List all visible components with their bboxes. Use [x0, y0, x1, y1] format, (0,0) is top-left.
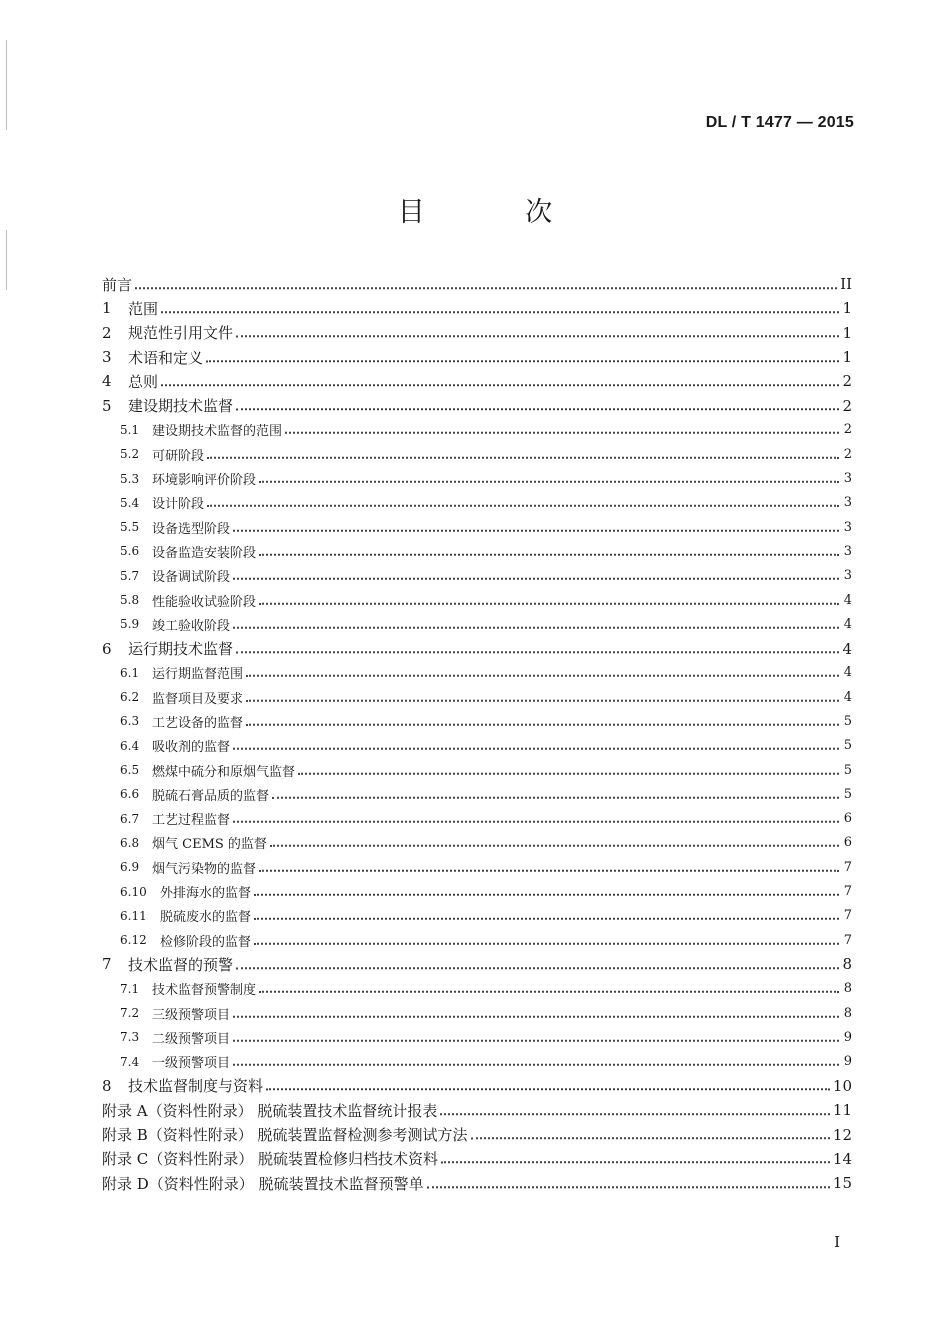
- toc-entry-page: 9: [843, 1029, 852, 1045]
- toc-entry[interactable]: [102, 321, 852, 345]
- toc-entry[interactable]: [102, 1122, 852, 1146]
- toc-entry-title: 环境影响评价阶段: [152, 473, 257, 489]
- toc-entry[interactable]: [102, 831, 852, 855]
- toc-entry[interactable]: [102, 952, 852, 976]
- toc-leader-dots: [236, 393, 839, 410]
- toc-entry[interactable]: [102, 1098, 852, 1122]
- toc-entry-page: 1: [842, 348, 852, 367]
- toc-leader-dots: [254, 929, 839, 944]
- toc-entry-title: 设备监造安装阶段: [152, 545, 257, 561]
- page-number: I: [834, 1233, 840, 1251]
- toc-leader-dots: [270, 832, 839, 847]
- toc-leader-dots: [206, 345, 839, 362]
- toc-entry-page: 7: [843, 884, 852, 900]
- scan-edge-mark: [6, 40, 7, 130]
- toc-entry-title: 烟气污染物的监督: [152, 861, 257, 877]
- toc-entry[interactable]: [102, 782, 852, 806]
- toc-entry-page: 12: [832, 1125, 852, 1144]
- toc-entry-title: 规范性引用文件: [128, 324, 234, 343]
- scan-edge-mark: [6, 230, 7, 290]
- toc-entry[interactable]: [102, 709, 852, 733]
- toc-entry[interactable]: [102, 1001, 852, 1025]
- toc-entry-title: 可研阶段: [152, 448, 205, 464]
- toc-entry-number: 7.1: [120, 981, 140, 996]
- toc-entry-number: 6.8: [120, 835, 140, 850]
- toc-entry-number: 2: [102, 323, 112, 342]
- toc-leader-dots: [471, 1122, 830, 1139]
- toc-entry-title: 附录 A（资料性附录） 脱硫装置技术监督统计报表: [102, 1101, 438, 1120]
- toc-entry[interactable]: [102, 442, 852, 466]
- toc-entry[interactable]: [102, 272, 852, 296]
- toc-leader-dots: [135, 272, 837, 289]
- toc-entry-title: 技术监督制度与资料: [128, 1077, 264, 1096]
- toc-leader-dots: [427, 1171, 830, 1188]
- toc-leader-dots: [236, 321, 839, 338]
- toc-entry-page: 7: [843, 859, 852, 875]
- toc-entry-page: 3: [843, 519, 852, 535]
- toc-entry-title: 一级预警项目: [152, 1056, 231, 1072]
- toc-entry[interactable]: [102, 418, 852, 442]
- toc-entry-title: 运行期监督范围: [152, 667, 244, 683]
- toc-leader-dots: [266, 1074, 830, 1091]
- toc-entry-title: 建设期技术监督: [128, 397, 234, 416]
- toc-entry-number: 7.2: [120, 1006, 140, 1021]
- toc-entry-number: 1: [102, 299, 112, 318]
- toc-leader-dots: [207, 443, 839, 458]
- toc-entry-title: 烟气 CEMS 的监督: [152, 837, 267, 853]
- toc-entry-number: 8: [102, 1076, 112, 1095]
- toc-entry-number: 6.2: [120, 690, 140, 705]
- toc-entry-page: 11: [832, 1101, 852, 1120]
- toc-leader-dots: [259, 468, 839, 483]
- toc-entry-number: 7.4: [120, 1054, 140, 1069]
- toc-entry-page: 2: [843, 422, 852, 438]
- toc-entry-page: 4: [842, 639, 852, 658]
- toc-entry-page: 5: [843, 713, 852, 729]
- toc-entry[interactable]: [102, 612, 852, 636]
- toc-entry-number: 5.1: [120, 422, 140, 437]
- toc-entry[interactable]: [102, 296, 852, 320]
- toc-entry-page: 8: [842, 955, 852, 974]
- toc-entry-number: 6.11: [120, 908, 147, 923]
- toc-entry-page: 6: [843, 835, 852, 851]
- toc-entry-page: 4: [843, 616, 852, 632]
- toc-entry-page: 3: [843, 495, 852, 511]
- table-of-contents: [102, 272, 852, 1195]
- toc-leader-dots: [233, 1027, 839, 1042]
- toc-entry-number: 5.8: [120, 593, 140, 607]
- toc-entry-title: 技术监督预警制度: [152, 983, 257, 999]
- toc-leader-dots: [246, 686, 839, 701]
- toc-entry-number: 6.1: [120, 665, 140, 680]
- toc-entry-title: 竣工验收阶段: [152, 618, 231, 634]
- toc-entry[interactable]: [102, 491, 852, 515]
- toc-entry-page: 4: [843, 689, 852, 705]
- toc-entry-title: 总则: [128, 372, 159, 391]
- toc-leader-dots: [254, 905, 839, 920]
- toc-entry-title: 范围: [128, 299, 159, 318]
- toc-entry-title: 三级预警项目: [152, 1007, 231, 1023]
- toc-entry-page: 3: [843, 471, 852, 487]
- toc-entry[interactable]: [102, 855, 852, 879]
- toc-entry-number: 5.4: [120, 495, 140, 510]
- toc-entry[interactable]: [102, 564, 852, 588]
- toc-entry-title: 监督项目及要求: [152, 691, 244, 707]
- toc-entry-number: 6.3: [120, 714, 140, 729]
- toc-leader-dots: [233, 1002, 839, 1017]
- toc-entry-page: 5: [843, 738, 852, 754]
- toc-entry-title: 检修阶段的监督: [160, 934, 252, 950]
- toc-entry-number: 6.6: [120, 787, 140, 802]
- toc-entry-page: 15: [832, 1174, 852, 1193]
- toc-entry[interactable]: [102, 904, 852, 928]
- toc-entry-title: 运行期技术监督: [128, 640, 234, 659]
- toc-entry-title: 附录 C（资料性附录） 脱硫装置检修归档技术资料: [102, 1150, 439, 1169]
- toc-entry[interactable]: [102, 515, 852, 539]
- toc-entry[interactable]: [102, 636, 852, 660]
- toc-leader-dots: [233, 808, 839, 823]
- toc-entry-page: 3: [843, 543, 852, 559]
- toc-entry-title: 性能验收试验阶段: [152, 594, 257, 610]
- toc-entry-number: 7.3: [120, 1030, 140, 1045]
- toc-leader-dots: [259, 541, 839, 556]
- toc-leader-dots: [259, 589, 839, 604]
- toc-leader-dots: [161, 296, 839, 313]
- toc-entry-number: 3: [102, 348, 112, 367]
- toc-entry[interactable]: [102, 588, 852, 612]
- toc-entry-title: 工艺设备的监督: [152, 715, 244, 731]
- toc-entry[interactable]: [102, 1147, 852, 1171]
- toc-entry-number: 5.9: [120, 617, 140, 632]
- toc-entry-title: 附录 D（资料性附录） 脱硫装置技术监督预警单: [102, 1174, 424, 1193]
- toc-entry-number: 5.3: [120, 471, 140, 486]
- toc-entry[interactable]: [102, 369, 852, 393]
- toc-entry-page: 2: [843, 446, 852, 462]
- toc-entry[interactable]: [102, 758, 852, 782]
- toc-entry[interactable]: [102, 393, 852, 417]
- toc-leader-dots: [207, 492, 839, 507]
- toc-entry-number: 6.12: [120, 933, 147, 948]
- toc-entry-number: 5: [102, 396, 112, 415]
- toc-entry-number: 4: [102, 372, 112, 391]
- toc-entry-title: 设备调试阶段: [152, 570, 231, 586]
- toc-entry-title: 建设期技术监督的范围: [152, 424, 283, 440]
- toc-entry[interactable]: [102, 345, 852, 369]
- toc-entry-page: 6: [843, 811, 852, 827]
- toc-entry[interactable]: [102, 1025, 852, 1049]
- toc-entry-title: 术语和定义: [128, 348, 204, 367]
- toc-leader-dots: [285, 419, 839, 434]
- toc-entry-title: 前言: [102, 275, 133, 294]
- toc-entry-page: 4: [843, 592, 852, 608]
- toc-entry-title: 燃煤中硫分和原烟气监督: [152, 764, 296, 780]
- toc-entry-number: 7: [102, 955, 112, 974]
- toc-entry[interactable]: [102, 1050, 852, 1074]
- toc-entry[interactable]: [102, 928, 852, 952]
- toc-entry-number: 6.9: [120, 860, 140, 875]
- toc-entry-title: 附录 B（资料性附录） 脱硫装置监督检测参考测试方法: [102, 1126, 468, 1145]
- toc-entry[interactable]: [102, 734, 852, 758]
- toc-entry-page: 8: [843, 1005, 852, 1021]
- toc-entry-number: 5.5: [120, 520, 140, 535]
- toc-entry-number: 5.7: [120, 568, 140, 583]
- toc-entry-page: II: [840, 275, 852, 294]
- toc-entry-page: 3: [843, 568, 852, 584]
- toc-entry-title: 技术监督的预警: [128, 955, 234, 974]
- toc-entry-page: 7: [843, 932, 852, 948]
- toc-entry-number: 6.10: [120, 884, 147, 899]
- toc-entry-number: 5.6: [120, 544, 140, 559]
- toc-entry-title: 吸收剂的监督: [152, 740, 231, 756]
- toc-entry-page: 4: [843, 665, 852, 681]
- toc-entry[interactable]: [102, 807, 852, 831]
- toc-leader-dots: [236, 952, 839, 969]
- toc-leader-dots: [246, 711, 839, 726]
- toc-leader-dots: [441, 1147, 830, 1164]
- toc-entry-page: 1: [842, 299, 852, 318]
- toc-entry[interactable]: [102, 1171, 852, 1195]
- toc-leader-dots: [272, 784, 839, 799]
- toc-entry-page: 9: [843, 1054, 852, 1070]
- toc-entry-page: 10: [832, 1076, 852, 1095]
- toc-entry-page: 2: [842, 372, 852, 391]
- toc-entry[interactable]: [102, 466, 852, 490]
- toc-entry-page: 2: [842, 396, 852, 415]
- toc-entry-page: 8: [843, 981, 852, 997]
- standard-code: DL / T 1477 — 2015: [705, 114, 854, 131]
- toc-leader-dots: [233, 614, 839, 629]
- toc-entry[interactable]: [102, 685, 852, 709]
- toc-entry-page: 5: [843, 762, 852, 778]
- toc-entry-title: 设备选型阶段: [152, 521, 231, 537]
- toc-leader-dots: [233, 516, 839, 531]
- toc-entry-title: 脱硫石膏品质的监督: [152, 788, 270, 804]
- toc-entry[interactable]: [102, 977, 852, 1001]
- toc-leader-dots: [233, 1051, 839, 1066]
- toc-leader-dots: [259, 857, 839, 872]
- toc-entry-title: 脱硫废水的监督: [160, 910, 252, 926]
- toc-leader-dots: [259, 978, 839, 993]
- toc-entry-page: 5: [843, 786, 852, 802]
- toc-leader-dots: [161, 369, 839, 386]
- toc-entry-number: 5.2: [120, 447, 140, 462]
- toc-entry-title: 工艺过程监督: [152, 813, 231, 829]
- toc-entry-number: 6.4: [120, 738, 140, 753]
- toc-entry[interactable]: [102, 661, 852, 685]
- toc-entry-page: 7: [843, 908, 852, 924]
- toc-entry-number: 6: [102, 639, 112, 658]
- toc-entry-page: 14: [832, 1149, 852, 1168]
- toc-leader-dots: [254, 881, 839, 896]
- toc-entry-number: 6.7: [120, 811, 140, 826]
- toc-entry-title: 设计阶段: [152, 497, 205, 513]
- toc-leader-dots: [236, 636, 839, 653]
- toc-entry-title: 二级预警项目: [152, 1031, 231, 1047]
- page-title: 目 次: [397, 197, 599, 228]
- toc-entry-number: 6.5: [120, 763, 140, 778]
- toc-entry-title: 外排海水的监督: [160, 886, 252, 902]
- toc-leader-dots: [233, 735, 839, 750]
- toc-leader-dots: [233, 565, 839, 580]
- toc-entry[interactable]: [102, 539, 852, 563]
- toc-leader-dots: [440, 1098, 830, 1115]
- toc-entry[interactable]: [102, 879, 852, 903]
- toc-leader-dots: [246, 662, 839, 677]
- toc-leader-dots: [298, 759, 839, 774]
- toc-entry[interactable]: [102, 1074, 852, 1098]
- toc-entry-page: 1: [842, 323, 852, 342]
